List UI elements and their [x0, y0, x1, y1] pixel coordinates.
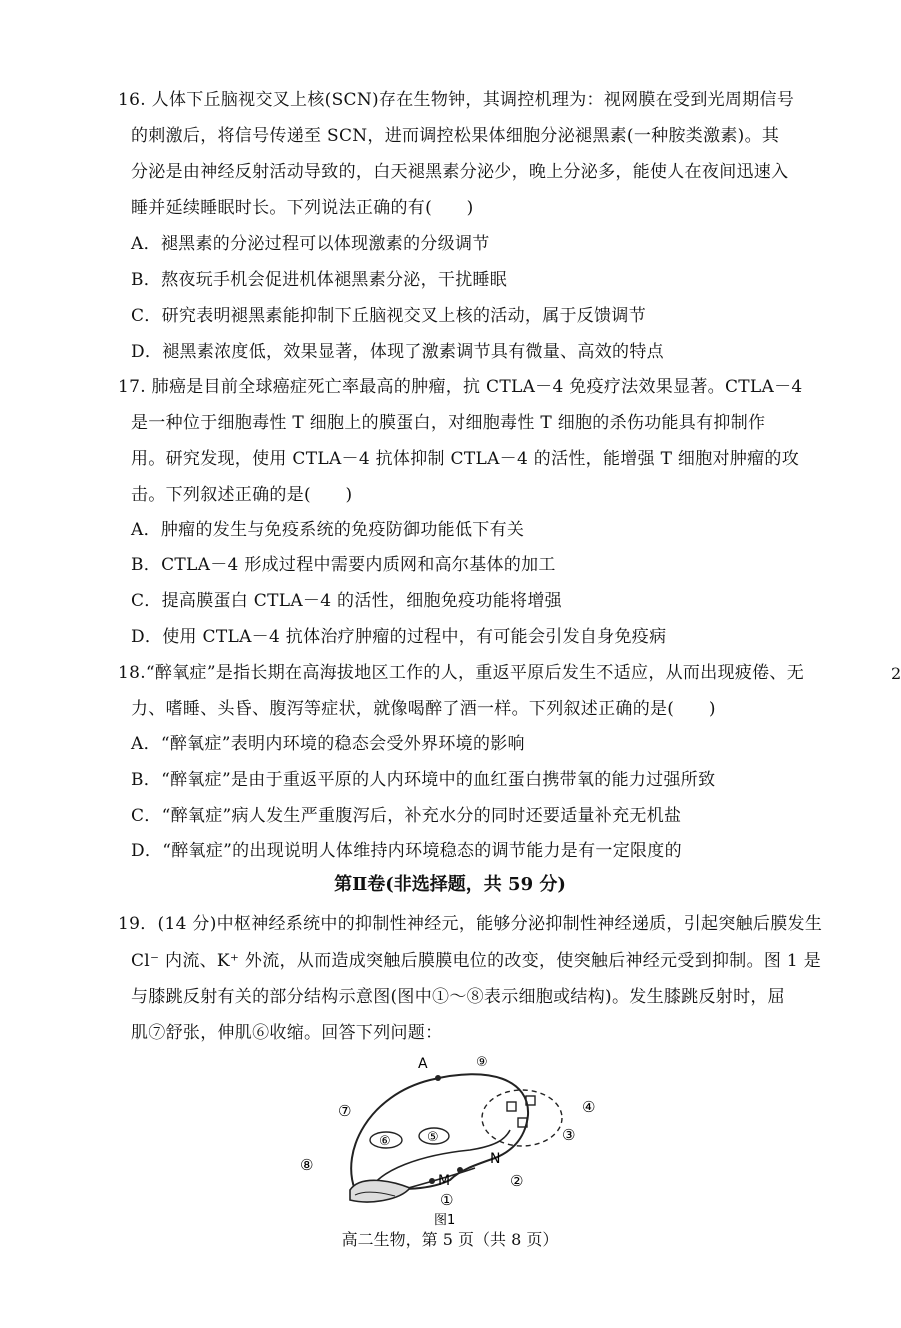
q16-line: 分泌是由神经反射活动导致的，白天褪黑素分泌少，晚上分泌多，能使人在夜间迅速入 [131, 162, 789, 182]
q17-line: 是一种位于细胞毒性 T 细胞上的膜蛋白，对细胞毒性 T 细胞的杀伤功能具有抑制作 [131, 413, 766, 433]
label-5: ⑤ [427, 1130, 439, 1145]
label-N: N [490, 1151, 501, 1167]
q16-option-a: A．褪黑素的分泌过程可以体现激素的分级调节 [131, 234, 490, 254]
q17-option-a: A．肿瘤的发生与免疫系统的免疫防御功能低下有关 [131, 520, 525, 540]
q17-line: 用。研究发现，使用 CTLA－4 抗体抑制 CTLA－4 的活性，能增强 T 细胞对肿瘤的攻 [131, 449, 800, 469]
label-6: ⑥ [379, 1134, 391, 1149]
label-1: ① [440, 1191, 454, 1209]
label-2: ② [510, 1172, 524, 1190]
q17-line: 17. 肺癌是目前全球癌症死亡率最高的肿瘤，抗 CTLA－4 免疫疗法效果显著。CTLA－4 [118, 377, 803, 397]
q18-option-c: C．“醉氧症”病人发生严重腹泻后，补充水分的同时还要适量补充无机盐 [131, 806, 682, 826]
q17-option-d: D．使用 CTLA－4 抗体治疗肿瘤的过程中，有可能会引发自身免疫病 [131, 627, 667, 647]
q19-line: 肌⑦舒张，伸肌⑥收缩。回答下列问题： [131, 1023, 443, 1043]
q16-option-b: B．熬夜玩手机会促进机体褪黑素分泌，干扰睡眠 [131, 270, 508, 290]
figure-caption: 图1 [434, 1213, 456, 1228]
path-dot [435, 1075, 441, 1081]
q18-option-b: B．“醉氧症”是由于重返平原的人内环境中的血红蛋白携带氧的能力过强所致 [131, 770, 716, 790]
q19-line: 19．(14 分)中枢神经系统中的抑制性神经元，能够分泌抑制性神经递质，引起突触后膜发生 [118, 914, 823, 934]
reflex-diagram [300, 1040, 600, 1230]
section-title: 第Ⅱ卷(非选择题，共 59 分) [334, 874, 566, 895]
q16-option-d: D．褪黑素浓度低，效果显著，体现了激素调节具有微量、高效的特点 [131, 342, 664, 362]
path-dot [429, 1178, 435, 1184]
label-7: ⑦ [338, 1102, 352, 1120]
q18-option-d: D．“醉氧症”的出现说明人体维持内环境稳态的调节能力是有一定限度的 [131, 841, 682, 861]
q19-line: Cl⁻ 内流、K⁺ 外流，从而造成突触后膜膜电位的改变，使突触后神经元受到抑制。图 1 是 [131, 951, 822, 971]
q16-line: 16. 人体下丘脑视交叉上核(SCN)存在生物钟，其调控机理为：视网膜在受到光周期信号 [118, 90, 795, 110]
label-4: ④ [582, 1098, 596, 1116]
q19-line: 与膝跳反射有关的部分结构示意图(图中①～⑧表示细胞或结构)。发生膝跳反射时，屈 [131, 987, 785, 1007]
q16-option-c: C．研究表明褪黑素能抑制下丘脑视交叉上核的活动，属于反馈调节 [131, 306, 647, 326]
synapse-node [507, 1102, 516, 1111]
margin-mark: 2 [891, 664, 901, 683]
q16-line: 睡并延续睡眠时长。下列说法正确的有( ) [131, 198, 474, 218]
path-dot [457, 1167, 463, 1173]
label-9: ⑨ [476, 1055, 488, 1070]
label-A: A [418, 1056, 428, 1072]
muscle-region [350, 1180, 410, 1202]
label-8: ⑧ [300, 1156, 314, 1174]
q16-line: 的刺激后，将信号传递至 SCN，进而调控松果体细胞分泌褪黑素(一种胺类激素)。其 [131, 126, 780, 146]
q18-line: 18.“醉氧症”是指长期在高海拔地区工作的人，重返平原后发生不适应，从而出现疲倦、无 [118, 663, 805, 683]
q17-line: 击。下列叙述正确的是( ) [131, 485, 353, 505]
q18-line: 力、嗜睡、头昏、腹泻等症状，就像喝醉了酒一样。下列叙述正确的是( ) [131, 699, 716, 719]
q17-option-b: B．CTLA－4 形成过程中需要内质网和高尔基体的加工 [131, 555, 556, 575]
label-3: ③ [562, 1126, 576, 1144]
q17-option-c: C．提高膜蛋白 CTLA－4 的活性，细胞免疫功能将增强 [131, 591, 562, 611]
page-footer: 高二生物，第 5 页（共 8 页） [341, 1230, 559, 1249]
q18-option-a: A．“醉氧症”表明内环境的稳态会受外界环境的影响 [131, 734, 525, 754]
label-M: M [438, 1173, 451, 1189]
